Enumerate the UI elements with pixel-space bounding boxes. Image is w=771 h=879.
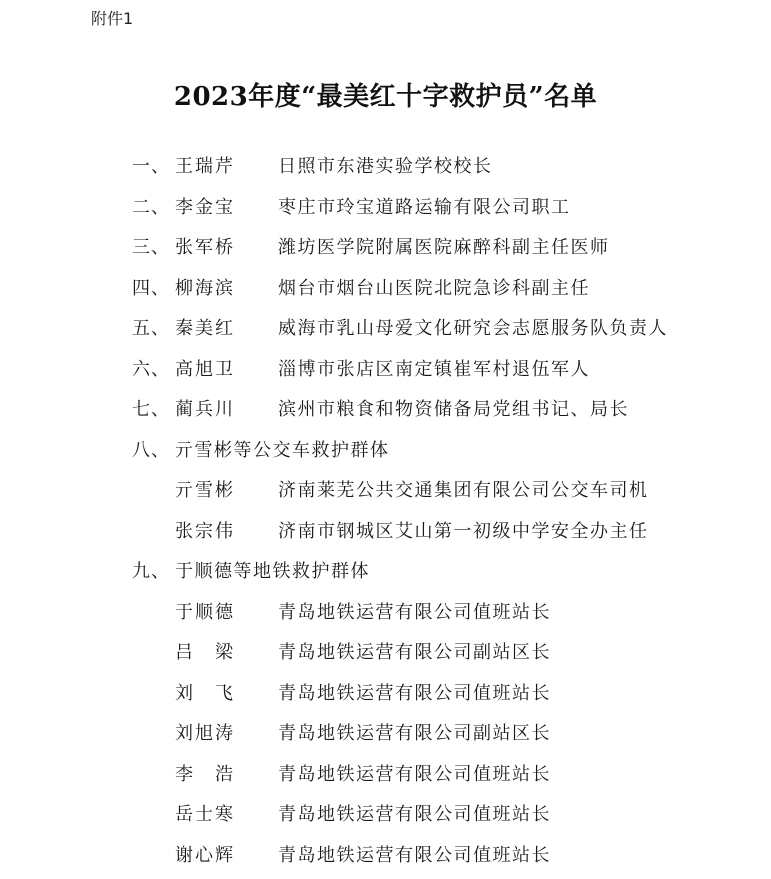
list-item [0, 191, 771, 232]
honoree-description: 日照市东港实验学校校长 [278, 150, 493, 184]
honoree-name: 张军桥 [175, 231, 235, 265]
member-description: 青岛地铁运营有限公司副站区长 [278, 717, 551, 751]
group-member [0, 758, 771, 799]
group-member [0, 515, 771, 556]
list-item [0, 393, 771, 434]
item-index: 五、 [132, 312, 170, 346]
honoree-name: 王瑞芹 [175, 150, 235, 184]
group-heading [0, 434, 771, 475]
attachment-label: 附件1 [91, 6, 133, 29]
honoree-list [0, 150, 771, 879]
group-heading [0, 555, 771, 596]
member-description: 青岛地铁运营有限公司值班站长 [278, 758, 551, 792]
member-name: 岳士寒 [175, 798, 235, 832]
member-name: 李 浩 [175, 758, 235, 792]
member-name: 刘 飞 [175, 677, 235, 711]
member-description: 济南莱芜公共交通集团有限公司公交车司机 [278, 474, 649, 508]
list-item [0, 312, 771, 353]
member-name: 亓雪彬 [175, 474, 235, 508]
member-name: 张宗伟 [175, 515, 235, 549]
item-index: 八、 [132, 434, 170, 468]
group-member [0, 717, 771, 758]
honoree-name: 高旭卫 [175, 353, 235, 387]
member-name: 于顺德 [175, 596, 235, 630]
honoree-description: 淄博市张店区南定镇崔军村退伍军人 [278, 353, 590, 387]
item-index: 九、 [132, 555, 170, 589]
honoree-name: 蔺兵川 [175, 393, 235, 427]
item-index: 二、 [132, 191, 170, 225]
member-description: 青岛地铁运营有限公司值班站长 [278, 839, 551, 873]
group-title: 于顺德等地铁救护群体 [175, 555, 370, 589]
member-description: 青岛地铁运营有限公司副站区长 [278, 636, 551, 670]
honoree-description: 烟台市烟台山医院北院急诊科副主任 [278, 272, 590, 306]
honoree-description: 威海市乳山母爱文化研究会志愿服务队负责人 [278, 312, 668, 346]
group-member [0, 596, 771, 637]
member-description: 青岛地铁运营有限公司值班站长 [278, 798, 551, 832]
list-item [0, 231, 771, 272]
list-item [0, 150, 771, 191]
group-title: 亓雪彬等公交车救护群体 [175, 434, 390, 468]
group-member [0, 636, 771, 677]
honoree-description: 滨州市粮食和物资储备局党组书记、局长 [278, 393, 629, 427]
member-description: 青岛地铁运营有限公司值班站长 [278, 596, 551, 630]
item-index: 六、 [132, 353, 170, 387]
group-member [0, 798, 771, 839]
item-index: 三、 [132, 231, 170, 265]
member-name: 吕 梁 [175, 636, 235, 670]
member-name: 刘旭涛 [175, 717, 235, 751]
member-description: 济南市钢城区艾山第一初级中学安全办主任 [278, 515, 649, 549]
honoree-name: 秦美红 [175, 312, 235, 346]
item-index: 四、 [132, 272, 170, 306]
honoree-name: 李金宝 [175, 191, 235, 225]
list-item [0, 272, 771, 313]
honoree-description: 潍坊医学院附属医院麻醉科副主任医师 [278, 231, 610, 265]
group-member [0, 474, 771, 515]
list-item [0, 353, 771, 394]
honoree-description: 枣庄市玲宝道路运输有限公司职工 [278, 191, 571, 225]
page-title: 2023年度“最美红十字救护员”名单 [0, 76, 771, 113]
group-member [0, 839, 771, 879]
member-description: 青岛地铁运营有限公司值班站长 [278, 677, 551, 711]
item-index: 七、 [132, 393, 170, 427]
honoree-name: 柳海滨 [175, 272, 235, 306]
member-name: 谢心辉 [175, 839, 235, 873]
group-member [0, 677, 771, 718]
item-index: 一、 [132, 150, 170, 184]
